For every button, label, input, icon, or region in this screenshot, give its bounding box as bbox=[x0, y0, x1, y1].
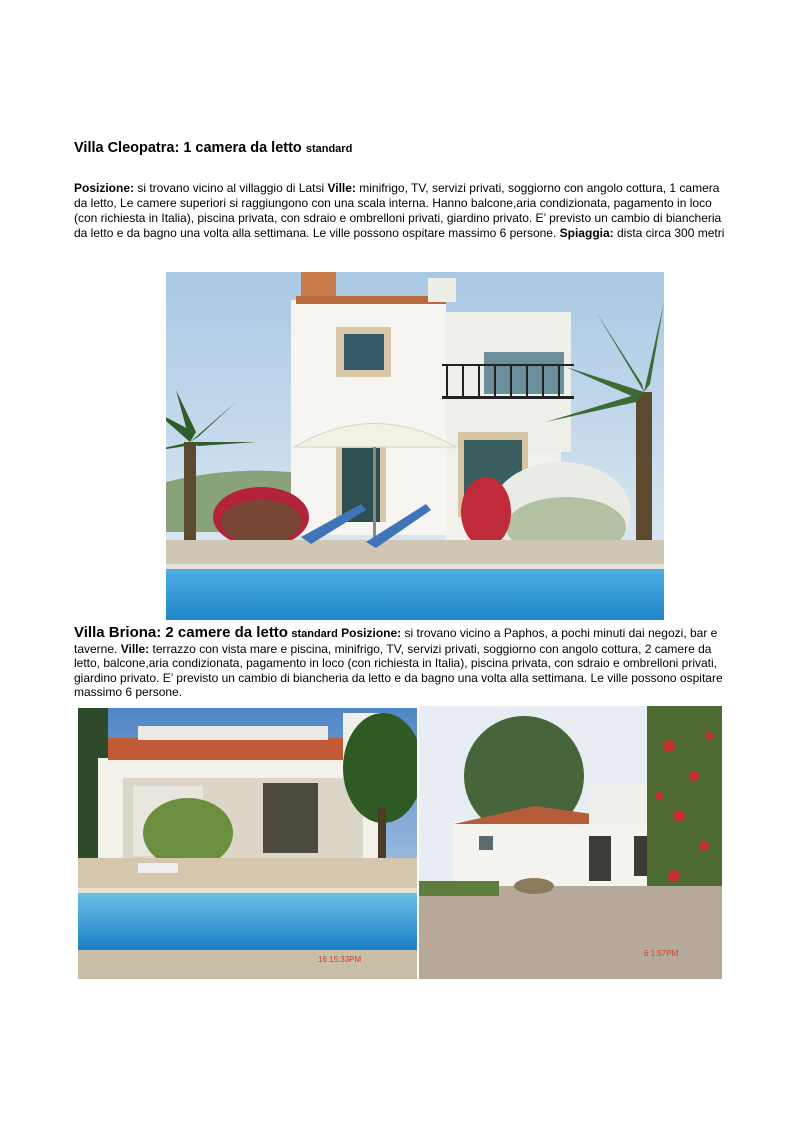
ville-text-2: terrazzo con vista mare e piscina, minifrigo, TV, servizi privati, soggiorno con angolo cottura, 2 camere da letto, balcone,aria condizionata, pagamento in loco (con richiesta in Italia), piscina privata, con sdraio e ombrelloni privati, giardino privato. E’ previsto un cambio di biancheria da letto e da bagno una volta alla settimana. Le ville possono ospitare massimo 6 persone. bbox=[74, 641, 723, 699]
villa-cleopatra-title bbox=[74, 140, 352, 156]
spiaggia-text: dista circa 300 metri bbox=[613, 226, 725, 240]
villa-briona-title-main: Villa Briona: 2 camere da letto bbox=[74, 624, 288, 641]
villa-briona-description bbox=[74, 626, 734, 700]
villa-cleopatra-description bbox=[74, 181, 729, 241]
spiaggia-label: Spiaggia: bbox=[559, 226, 614, 240]
villa-cleopatra-title-main: Villa Cleopatra: 1 camera da letto bbox=[74, 140, 302, 156]
villa-briona-house-photo bbox=[419, 706, 722, 979]
position-label: Posizione: bbox=[74, 181, 135, 195]
ville-label: Ville: bbox=[327, 181, 356, 195]
villa-cleopatra-title-suffix: standard bbox=[305, 143, 353, 155]
position-label-2: Posizione: bbox=[341, 626, 402, 640]
villa-cleopatra-photo bbox=[166, 272, 664, 620]
position-text: si trovano vicino al villaggio di Latsi bbox=[134, 181, 328, 195]
ville-label-2: Ville: bbox=[120, 641, 150, 656]
photo-date-stamp-2: 6 1:57PM bbox=[644, 949, 679, 958]
villa-briona-pool-photo bbox=[78, 708, 417, 979]
position-text-2: si trovano vicino a Paphos, a pochi minuti dai negozi, bar e taverne. bbox=[74, 626, 718, 656]
villa-briona-title-suffix: standard bbox=[291, 628, 338, 640]
photo-date-stamp-1: 16 15:33PM bbox=[318, 955, 362, 964]
ville-text: minifrigo, TV, servizi privati, soggiorno con angolo cottura, 1 camera da letto, Le camere superiori si raggiungono con una scala interna. Hanno balcone,aria condizionata, pagamento in loco (con richiesta in Italia), piscina privata, con sdraio e ombrelloni privati, giardino privato. E’ previsto un cambio di biancheria da letto e da bagno una volta alla settimana. Le ville possono ospitare massimo 6 persone. bbox=[74, 181, 722, 240]
